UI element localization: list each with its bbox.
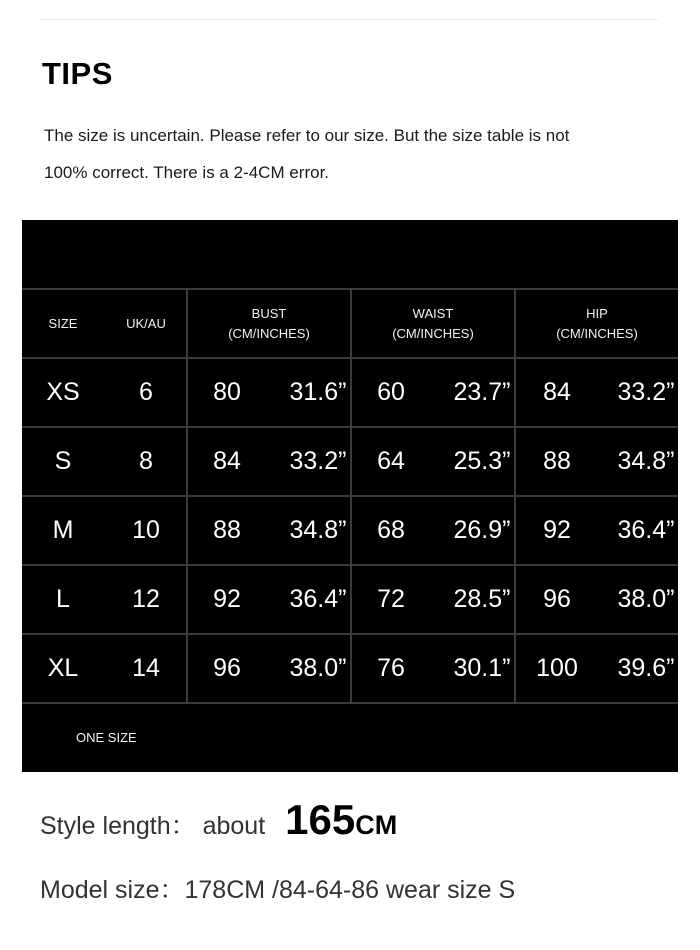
cell-hip-in: 33.2”	[617, 378, 675, 406]
cell-waist-in: 26.9”	[453, 516, 511, 544]
cell-waist-in: 25.3”	[453, 447, 511, 475]
cell-waist-cm: 60	[377, 378, 405, 406]
cell-size: M	[52, 516, 74, 544]
cell-waist-in: 23.7”	[453, 378, 511, 406]
cell-bust-cm: 96	[213, 654, 241, 682]
cell-hip-cm: 100	[536, 654, 578, 682]
header-waist-label: WAIST	[412, 305, 454, 321]
cell-waist-in: 30.1”	[453, 654, 511, 682]
style-length-label: Style length： about	[40, 812, 266, 840]
header-bust-label: BUST	[251, 305, 287, 321]
cell-ukau: 10	[132, 516, 160, 544]
cell-bust-cm: 92	[213, 585, 241, 613]
header-ukau-label: UK/AU	[126, 315, 166, 331]
cell-waist-cm: 64	[377, 447, 405, 475]
style-length-value: 165	[285, 796, 356, 843]
header-hip-unit: (CM/INCHES)	[556, 325, 638, 341]
cell-bust-in: 33.2”	[289, 447, 347, 475]
tips-text-line-1: The size is uncertain. Please refer to our size. But the size table is not	[44, 126, 570, 145]
tips-title: TIPS	[42, 56, 113, 91]
cell-ukau: 14	[132, 654, 160, 682]
style-length	[40, 796, 397, 844]
header-size-label: SIZE	[48, 315, 78, 331]
header-size	[22, 290, 104, 357]
cell-hip-cm: 96	[543, 585, 571, 613]
top-divider	[40, 19, 658, 20]
cell-size: XL	[47, 654, 79, 682]
header-hip	[516, 290, 678, 357]
cell-size: L	[56, 585, 70, 613]
cell-hip-in: 36.4”	[617, 516, 675, 544]
cell-ukau: 6	[139, 378, 153, 406]
tips-text-line-2: 100% correct. There is a 2-4CM error.	[44, 163, 330, 182]
cell-waist-cm: 72	[377, 585, 405, 613]
header-bust	[188, 290, 350, 357]
cell-bust-in: 38.0”	[289, 654, 347, 682]
header-hip-label: HIP	[586, 305, 608, 321]
cell-hip-in: 38.0”	[617, 585, 675, 613]
style-length-unit: CM	[355, 810, 398, 840]
cell-hip-cm: 92	[543, 516, 571, 544]
cell-hip-in: 39.6”	[617, 654, 675, 682]
cell-hip-cm: 84	[543, 378, 571, 406]
cell-hip-cm: 88	[543, 447, 571, 475]
cell-size: XS	[46, 378, 80, 406]
cell-bust-in: 31.6”	[289, 378, 347, 406]
cell-waist-cm: 76	[377, 654, 405, 682]
cell-bust-in: 36.4”	[289, 585, 347, 613]
cell-bust-in: 34.8”	[289, 516, 347, 544]
header-bust-unit: (CM/INCHES)	[228, 325, 310, 341]
cell-waist-cm: 68	[377, 516, 405, 544]
cell-bust-cm: 88	[213, 516, 241, 544]
model-size: Model size：178CM /84-64-86 wear size S	[40, 876, 516, 904]
cell-size: S	[54, 447, 72, 475]
cell-waist-in: 28.5”	[453, 585, 511, 613]
header-waist-unit: (CM/INCHES)	[392, 325, 474, 341]
cell-ukau: 8	[139, 447, 153, 475]
one-size-label: ONE SIZE	[76, 730, 137, 745]
header-ukau	[104, 290, 188, 357]
cell-ukau: 12	[132, 585, 160, 613]
size-chart-table	[22, 220, 678, 772]
header-waist	[352, 290, 514, 357]
cell-hip-in: 34.8”	[617, 447, 675, 475]
cell-bust-cm: 80	[213, 378, 241, 406]
cell-bust-cm: 84	[213, 447, 241, 475]
